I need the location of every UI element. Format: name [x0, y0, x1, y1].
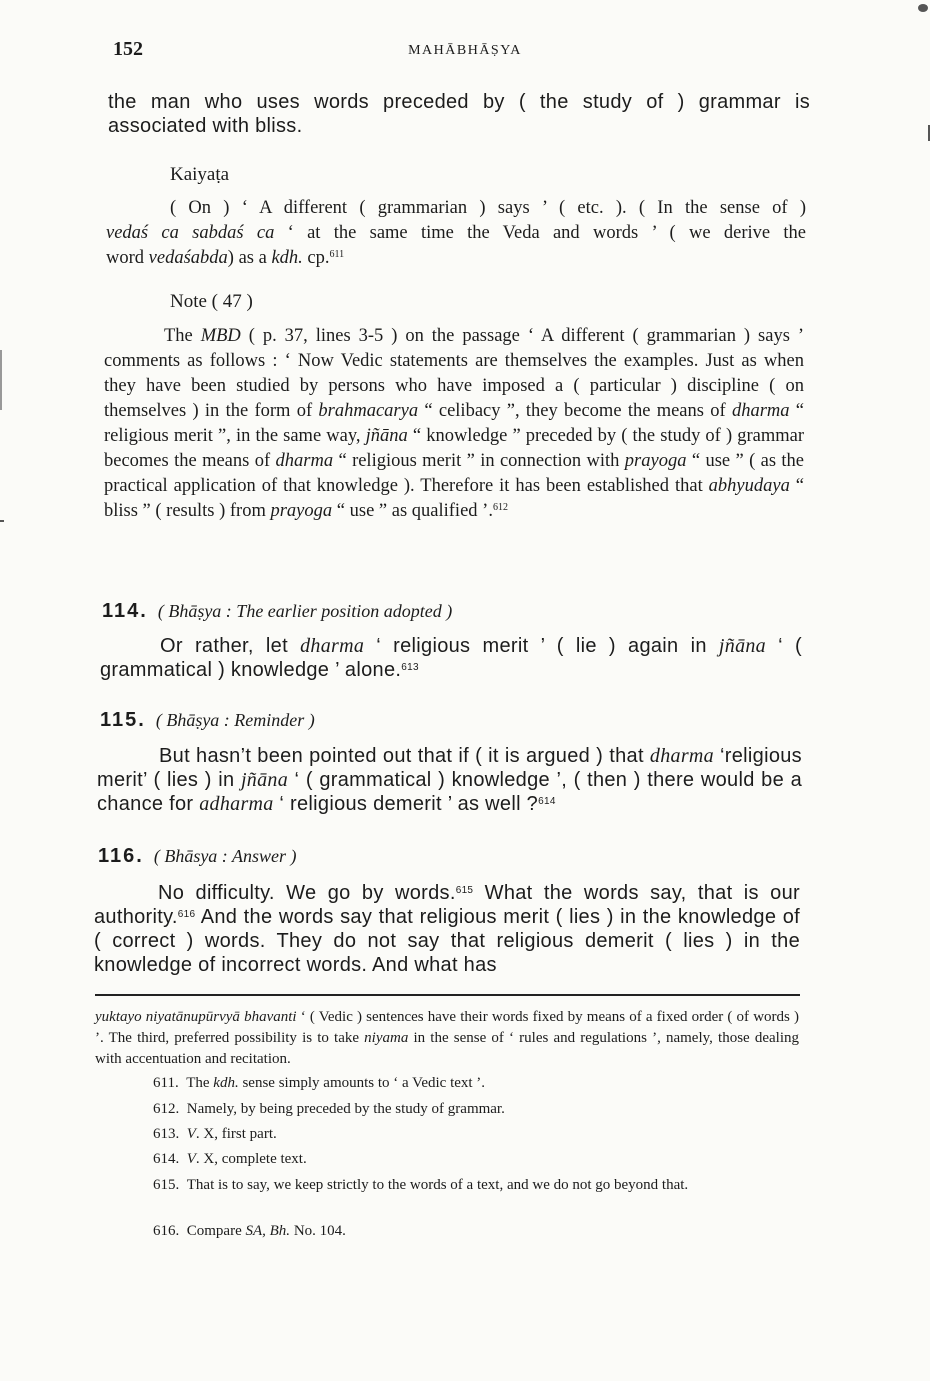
section-115-number: 115. [100, 709, 146, 731]
intro-line-2: associated with bliss. [108, 115, 303, 137]
section-114-text: Or rather, let dharma ‘ religious merit ’ ( lie ) again in jñāna ‘ ( grammatical ) knowledge ’ alone.$^{613}$ [100, 635, 802, 681]
kaiyata-line-2: vedaś ca sabdaś ca ‘ at the same time the Veda and words ’ ( we derive the [106, 223, 807, 243]
kaiyata-heading: Kaiyaṭa [170, 164, 230, 185]
footnote-613: 613. V. X, first part. [153, 1126, 277, 1142]
footnote-separator [95, 994, 800, 996]
footnote-ref-614[interactable]: 614 [538, 796, 556, 807]
footnote-ref-611[interactable]: 611 [329, 249, 345, 260]
scan-speck [918, 4, 928, 12]
page-number: 152 [113, 38, 143, 60]
section-115-text: But hasn’t been pointed out that if ( it is argued ) that dharma ‘religious merit’ ( lies ) in jñāna ‘ ( grammatical ) knowledge ’, ( then ) there would be a chance for adharma ‘ religious demerit ’ as well ?$^{614}$ [97, 745, 802, 815]
footnote-616: 616. Compare SA, Bh. No. 104. [153, 1223, 346, 1239]
kaiyata-line-3: word vedaśabda) as a kdh. cp.$^{611}$ [106, 248, 345, 268]
section-115-heading [100, 709, 315, 732]
footnote-615: 615. That is to say, we keep strictly to the words of a text, and we do not go beyond that. [153, 1177, 689, 1193]
footnote-ref-616[interactable]: 616 [177, 909, 196, 920]
section-116-heading [98, 845, 296, 868]
footnote-ref-613[interactable]: 613 [401, 662, 419, 673]
section-114-number: 114. [102, 600, 148, 622]
kaiyata-line-1: ( On ) ‘ A different ( grammarian ) says ’ ( etc. ). ( In the sense of ) [170, 198, 806, 218]
footnote-611: 611. The kdh. sense simply amounts to ‘ a Vedic text ’. [153, 1075, 486, 1091]
note-paragraph: The MBD ( p. 37, lines 3-5 ) on the passage ‘ A different ( grammarian ) says ’ comments as follows : ‘ Now Vedic statements are themselves the examples. Just as when they have been studied by persons who have imposed a ( particular ) discipline ( on themselves ) in the form of brahmacarya “ celibacy ”, they become the means of dharma “ religious merit ”, in the same way, jñāna “ knowledge ” preceded by ( the study of ) grammar becomes the means of dharma “ religious merit ” in connection with prayoga “ use ” ( as the practical application of that knowledge ). Therefore it has been established that abhyudaya “ bliss ” ( results ) from prayoga “ use ” as qualified ’.$^{612}$ [104, 326, 805, 521]
kaiyata-paragraph [106, 196, 806, 271]
intro-line-1: the man who uses words preceded by ( the study of ) grammar is [108, 91, 810, 113]
section-114-heading [102, 600, 452, 623]
section-116-label: ( Bhāsya : Answer ) [153, 846, 297, 866]
footnote-612: 612. Namely, by being preceded by the study of grammar. [153, 1101, 505, 1117]
footnote-ref-612[interactable]: 612 [492, 502, 508, 513]
note-heading: Note ( 47 ) [170, 291, 253, 312]
scan-mark-left-2 [0, 520, 4, 522]
footnote-614: 614. V. X, complete text. [153, 1151, 307, 1167]
scan-mark-left [0, 350, 2, 410]
running-title: MAHĀBHĀṢYA [408, 43, 522, 58]
section-116-text: No difficulty. We go by words.$^{615}$ What the words say, that is our authority.$^{616}$ And the words say that religious merit ( lies ) in the knowledge of ( correct ) words. They do not say that religious demerit ( lies ) in the knowledge of incorrect words. And what has [94, 882, 800, 976]
intro-paragraph [108, 90, 810, 138]
kaiyata-term: vedaś ca sabdaś ca [106, 223, 275, 243]
section-114-label: ( Bhāṣya : The earlier position adopted ) [157, 601, 453, 621]
section-116-number: 116. [98, 845, 144, 867]
section-115-label: ( Bhāṣya : Reminder ) [155, 710, 315, 730]
footnote-continuation: yuktayo niyatānupūrvyā bhavanti ‘ ( Vedic ) sentences have their words fixed by means of a fixed order ( of words ) ’. The third, preferred possibility is to take niyama in the sense of ‘ rules and regulations ’, namely, those dealing with accentuation and recitation. [95, 1009, 799, 1067]
footnote-ref-615[interactable]: 615 [455, 885, 474, 896]
